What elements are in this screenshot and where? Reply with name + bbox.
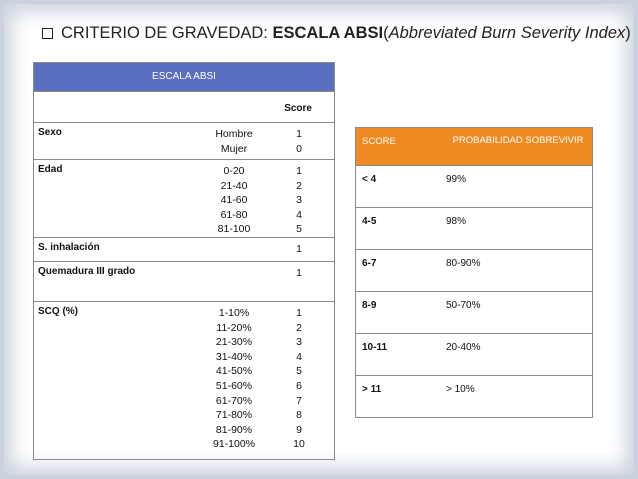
option-item: 0-20 bbox=[223, 165, 245, 177]
option-item: 71-80% bbox=[215, 409, 253, 422]
score-cell: 8-9 bbox=[362, 300, 377, 311]
header-probability: PROBABILIDAD SOBREVIVIR bbox=[452, 135, 584, 146]
title-prefix: CRITERIO DE GRAVEDAD: bbox=[61, 24, 268, 42]
value-item: 1 bbox=[296, 267, 302, 279]
probability-cell: 20-40% bbox=[446, 342, 481, 353]
option-item: 61-70% bbox=[215, 394, 253, 407]
value-item: 6 bbox=[296, 379, 302, 392]
table-row bbox=[356, 333, 592, 375]
option-item: Hombre bbox=[215, 128, 253, 140]
table-row bbox=[34, 122, 334, 159]
probability-cell: 50-70% bbox=[446, 300, 481, 311]
probability-rows bbox=[356, 165, 592, 417]
title-close: ) bbox=[625, 24, 631, 42]
row-options bbox=[194, 164, 274, 237]
value-item: 1 bbox=[296, 128, 302, 140]
title-open: ( bbox=[383, 24, 389, 42]
value-item: 8 bbox=[296, 409, 302, 422]
probability-header bbox=[356, 128, 592, 165]
option-item: 1-10% bbox=[218, 307, 250, 319]
row-label: Edad bbox=[38, 164, 63, 175]
title-bold: ESCALA ABSI bbox=[272, 24, 384, 42]
absi-score-header bbox=[34, 91, 334, 122]
value-item: 5 bbox=[296, 223, 302, 236]
checkbox-bullet-icon bbox=[42, 28, 53, 39]
option-item: Mujer bbox=[220, 142, 248, 155]
row-label: Quemadura III grado bbox=[38, 266, 136, 277]
value-item: 1 bbox=[296, 165, 302, 177]
row-values bbox=[292, 306, 306, 452]
absi-table bbox=[33, 62, 335, 460]
value-item: 1 bbox=[296, 307, 302, 319]
score-cell: < 4 bbox=[362, 174, 377, 185]
score-label: Score bbox=[284, 103, 312, 114]
option-item: 41-50% bbox=[215, 365, 253, 378]
table-row bbox=[356, 207, 592, 249]
value-item: 4 bbox=[296, 208, 302, 221]
option-item: 91-100% bbox=[212, 438, 256, 451]
probability-cell: 80-90% bbox=[446, 258, 481, 269]
option-item: 41-60 bbox=[220, 194, 248, 207]
value-item: 3 bbox=[296, 194, 302, 207]
absi-rows bbox=[34, 122, 334, 459]
table-row bbox=[356, 249, 592, 291]
score-cell: > 11 bbox=[362, 384, 382, 395]
table-row bbox=[34, 237, 334, 261]
table-row bbox=[34, 159, 334, 237]
option-item: 81-90% bbox=[215, 423, 253, 436]
value-item: 7 bbox=[296, 394, 302, 407]
row-values bbox=[292, 242, 306, 257]
title-italic: Abbreviated Burn Severity Index bbox=[388, 24, 626, 42]
row-options bbox=[194, 127, 274, 156]
value-item: 9 bbox=[296, 423, 302, 436]
option-item: 21-40 bbox=[220, 179, 248, 192]
score-cell: 10-11 bbox=[362, 342, 388, 353]
table-row bbox=[356, 165, 592, 207]
value-item: 2 bbox=[296, 321, 302, 334]
option-item: 31-40% bbox=[215, 350, 253, 363]
row-options bbox=[194, 306, 274, 452]
table-row bbox=[356, 375, 592, 417]
value-item: 10 bbox=[293, 438, 305, 451]
option-item: 81-100 bbox=[217, 223, 251, 236]
row-label: S. inhalación bbox=[38, 242, 100, 253]
score-cell: 4-5 bbox=[362, 216, 377, 227]
row-label: Sexo bbox=[38, 127, 62, 138]
row-label: SCQ (%) bbox=[38, 306, 78, 317]
value-item: 4 bbox=[296, 350, 302, 363]
row-values bbox=[292, 266, 306, 281]
table-row bbox=[34, 301, 334, 459]
value-item: 1 bbox=[296, 243, 302, 255]
option-item: 11-20% bbox=[216, 321, 252, 334]
row-values bbox=[292, 164, 306, 237]
probability-table bbox=[355, 127, 593, 418]
value-item: 5 bbox=[296, 365, 302, 378]
option-item: 61-80 bbox=[220, 208, 248, 221]
probability-cell: 98% bbox=[446, 216, 467, 227]
option-item: 21-30% bbox=[215, 336, 253, 349]
value-item: 0 bbox=[296, 142, 302, 155]
table-row bbox=[34, 261, 334, 301]
table-row bbox=[356, 291, 592, 333]
probability-cell: 99% bbox=[446, 174, 467, 185]
option-item: 51-60% bbox=[215, 379, 253, 392]
value-item: 2 bbox=[296, 179, 302, 192]
absi-header: ESCALA ABSI bbox=[34, 63, 334, 91]
page-title bbox=[42, 24, 631, 43]
probability-cell: > 10% bbox=[446, 384, 475, 395]
row-values bbox=[292, 127, 306, 156]
value-item: 3 bbox=[296, 336, 302, 349]
score-cell: 6-7 bbox=[362, 258, 377, 269]
header-score: SCORE bbox=[362, 136, 396, 147]
